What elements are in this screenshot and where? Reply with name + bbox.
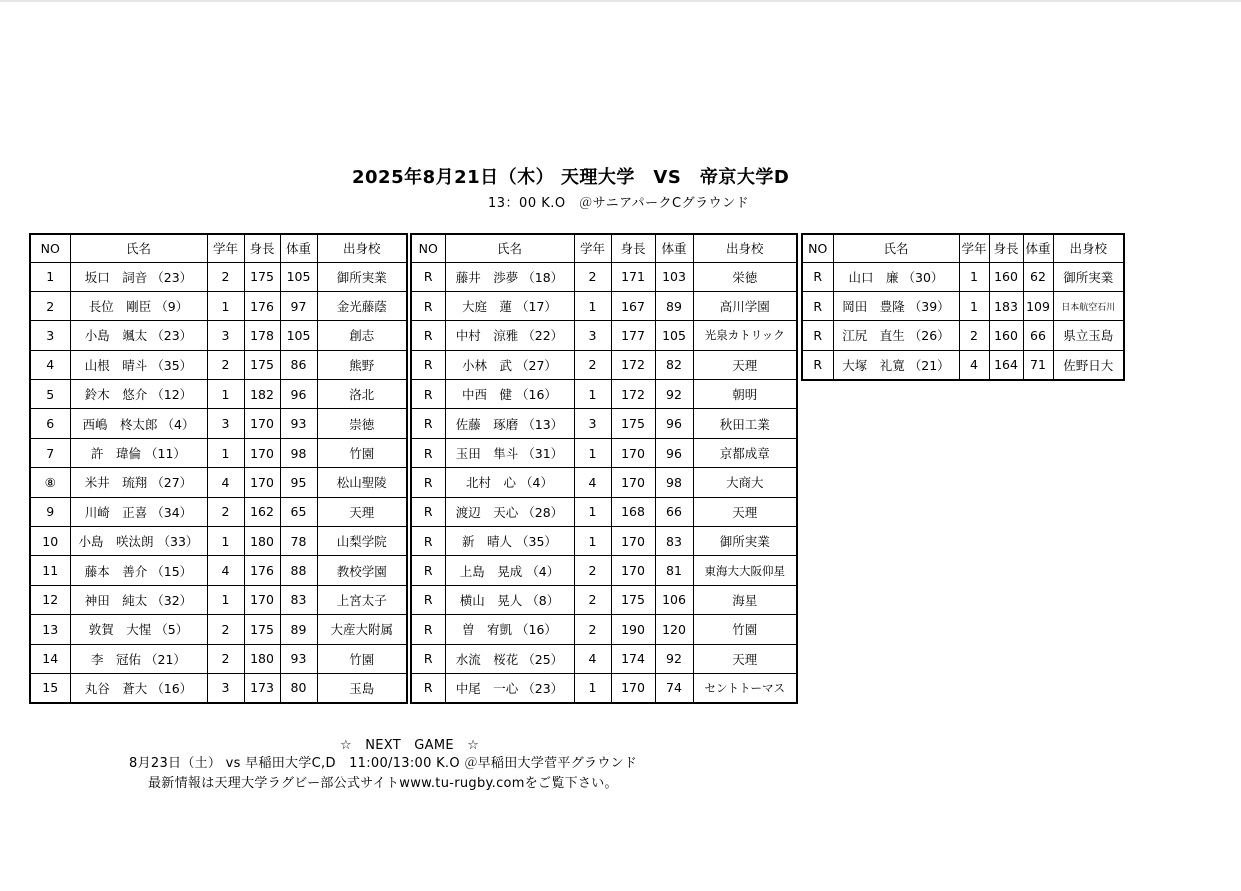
- player-grade: 1: [574, 380, 611, 409]
- col-header-school: 出身校: [693, 234, 797, 262]
- player-number: R: [411, 468, 445, 497]
- player-grade: 2: [207, 644, 244, 673]
- player-weight: 93: [280, 409, 317, 438]
- table-row: [411, 438, 797, 467]
- player-school: 松山聖陵: [317, 468, 407, 497]
- player-school: 京都成章: [693, 438, 797, 467]
- col-header-weight: 体重: [1023, 234, 1053, 262]
- player-height: 170: [611, 527, 655, 556]
- next-game-heading: ☆ NEXT GAME ☆: [340, 738, 480, 753]
- player-weight: 66: [1023, 321, 1053, 350]
- player-grade: 1: [207, 527, 244, 556]
- player-number: R: [802, 321, 833, 350]
- player-name: 神田 純太 （32）: [70, 585, 207, 614]
- player-grade: 2: [574, 585, 611, 614]
- player-grade: 3: [207, 409, 244, 438]
- player-school: 創志: [317, 321, 407, 350]
- player-number: R: [411, 527, 445, 556]
- player-number: 13: [30, 615, 70, 644]
- player-school: 光泉カトリック: [693, 321, 797, 350]
- table-row: [411, 262, 797, 291]
- player-height: 160: [989, 321, 1023, 350]
- player-school: 朝明: [693, 380, 797, 409]
- table-row: [30, 409, 407, 438]
- player-number: R: [411, 291, 445, 320]
- col-header-height: 身長: [611, 234, 655, 262]
- col-header-weight: 体重: [280, 234, 317, 262]
- player-school: 竹園: [317, 644, 407, 673]
- table-row: [802, 321, 1124, 350]
- player-weight: 89: [280, 615, 317, 644]
- table-row: [30, 321, 407, 350]
- player-weight: 105: [280, 262, 317, 291]
- col-header-name: 氏名: [70, 234, 207, 262]
- player-school: 東海大大阪仰星: [693, 556, 797, 585]
- table-row: [30, 527, 407, 556]
- player-school: 上宮太子: [317, 585, 407, 614]
- col-header-grade: 学年: [574, 234, 611, 262]
- table-row: [802, 262, 1124, 291]
- player-grade: 1: [207, 380, 244, 409]
- player-weight: 95: [280, 468, 317, 497]
- top-border-line: [0, 0, 1241, 2]
- player-weight: 82: [655, 350, 693, 379]
- player-grade: 2: [207, 615, 244, 644]
- player-number: 11: [30, 556, 70, 585]
- player-grade: 2: [207, 497, 244, 526]
- player-school: 教校学園: [317, 556, 407, 585]
- player-number: ⑧: [30, 468, 70, 497]
- table-header-row: [411, 234, 797, 262]
- player-school: 天理: [317, 497, 407, 526]
- player-school: 天理: [693, 350, 797, 379]
- player-height: 173: [244, 673, 280, 702]
- player-grade: 4: [207, 556, 244, 585]
- player-weight: 106: [655, 585, 693, 614]
- player-weight: 92: [655, 380, 693, 409]
- player-number: R: [411, 380, 445, 409]
- player-grade: 1: [574, 673, 611, 702]
- player-weight: 81: [655, 556, 693, 585]
- player-height: 160: [989, 262, 1023, 291]
- player-height: 177: [611, 321, 655, 350]
- player-height: 162: [244, 497, 280, 526]
- table-row: [30, 615, 407, 644]
- col-header-weight: 体重: [655, 234, 693, 262]
- player-school: 熊野: [317, 350, 407, 379]
- player-weight: 71: [1023, 350, 1053, 379]
- player-weight: 83: [280, 585, 317, 614]
- player-weight: 105: [655, 321, 693, 350]
- col-header-height: 身長: [989, 234, 1023, 262]
- player-height: 190: [611, 615, 655, 644]
- col-header-grade: 学年: [959, 234, 989, 262]
- player-height: 171: [611, 262, 655, 291]
- player-grade: 4: [574, 644, 611, 673]
- page-title: 2025年8月21日（木） 天理大学 VS 帝京大学D: [352, 167, 790, 188]
- player-name: 新 晴人 （35）: [445, 527, 574, 556]
- table-header-row: [30, 234, 407, 262]
- player-weight: 98: [280, 438, 317, 467]
- player-grade: 1: [207, 438, 244, 467]
- table-row: [411, 350, 797, 379]
- player-number: 3: [30, 321, 70, 350]
- player-weight: 120: [655, 615, 693, 644]
- player-grade: 1: [574, 291, 611, 320]
- player-grade: 4: [574, 468, 611, 497]
- player-grade: 1: [959, 262, 989, 291]
- player-number: 4: [30, 350, 70, 379]
- player-grade: 2: [207, 350, 244, 379]
- player-height: 175: [244, 350, 280, 379]
- player-height: 168: [611, 497, 655, 526]
- player-weight: 83: [655, 527, 693, 556]
- table-row: [411, 585, 797, 614]
- player-name: 敦賀 大惺 （5）: [70, 615, 207, 644]
- player-grade: 3: [207, 673, 244, 702]
- player-name: 曽 宥凱 （16）: [445, 615, 574, 644]
- table-row: [30, 380, 407, 409]
- player-name: 渡辺 天心 （28）: [445, 497, 574, 526]
- player-name: 佐藤 琢磨 （13）: [445, 409, 574, 438]
- player-weight: 88: [280, 556, 317, 585]
- player-school: セントトーマス: [693, 673, 797, 702]
- additional-reserves-table: [801, 233, 1125, 381]
- table-row: [411, 673, 797, 702]
- player-number: 10: [30, 527, 70, 556]
- player-name: 上島 晃成 （4）: [445, 556, 574, 585]
- player-grade: 2: [574, 615, 611, 644]
- player-weight: 89: [655, 291, 693, 320]
- player-name: 丸谷 蒼大 （16）: [70, 673, 207, 702]
- player-number: 9: [30, 497, 70, 526]
- table-row: [411, 380, 797, 409]
- player-name: 坂口 詞音 （23）: [70, 262, 207, 291]
- player-height: 170: [244, 438, 280, 467]
- player-name: 岡田 豊隆 （39）: [833, 291, 959, 320]
- player-name: 中尾 一心 （23）: [445, 673, 574, 702]
- player-number: 6: [30, 409, 70, 438]
- player-school: 佐野日大: [1053, 350, 1124, 379]
- player-school: 竹園: [317, 438, 407, 467]
- player-name: 許 瑋倫 （11）: [70, 438, 207, 467]
- player-number: R: [411, 615, 445, 644]
- player-weight: 103: [655, 262, 693, 291]
- table-row: [411, 468, 797, 497]
- player-weight: 66: [655, 497, 693, 526]
- player-number: R: [802, 262, 833, 291]
- player-grade: 3: [574, 409, 611, 438]
- table-row: [411, 644, 797, 673]
- player-height: 170: [244, 585, 280, 614]
- player-number: R: [411, 644, 445, 673]
- player-weight: 65: [280, 497, 317, 526]
- col-header-height: 身長: [244, 234, 280, 262]
- player-school: 海星: [693, 585, 797, 614]
- player-school: 金光藤蔭: [317, 291, 407, 320]
- col-header-no: NO: [802, 234, 833, 262]
- table-row: [30, 438, 407, 467]
- player-school: 崇徳: [317, 409, 407, 438]
- player-number: 12: [30, 585, 70, 614]
- player-height: 172: [611, 380, 655, 409]
- player-grade: 3: [207, 321, 244, 350]
- player-weight: 96: [655, 409, 693, 438]
- player-school: 高川学園: [693, 291, 797, 320]
- player-school: 天理: [693, 497, 797, 526]
- player-height: 175: [244, 615, 280, 644]
- player-grade: 2: [207, 262, 244, 291]
- table-row: [30, 468, 407, 497]
- player-name: 藤本 善介 （15）: [70, 556, 207, 585]
- table-row: [30, 556, 407, 585]
- player-name: 鈴木 悠介 （12）: [70, 380, 207, 409]
- player-school: 日本航空石川: [1053, 291, 1124, 320]
- table-row: [411, 556, 797, 585]
- player-name: 中西 健 （16）: [445, 380, 574, 409]
- player-height: 178: [244, 321, 280, 350]
- table-row: [30, 350, 407, 379]
- table-row: [30, 497, 407, 526]
- player-weight: 93: [280, 644, 317, 673]
- col-header-grade: 学年: [207, 234, 244, 262]
- player-number: R: [802, 350, 833, 379]
- player-school: 山梨学院: [317, 527, 407, 556]
- table-row: [411, 615, 797, 644]
- table-row: [411, 321, 797, 350]
- player-grade: 2: [959, 321, 989, 350]
- player-number: R: [802, 291, 833, 320]
- player-number: 15: [30, 673, 70, 702]
- player-grade: 1: [207, 291, 244, 320]
- player-number: R: [411, 321, 445, 350]
- col-header-school: 出身校: [1053, 234, 1124, 262]
- player-height: 183: [989, 291, 1023, 320]
- player-name: 川崎 正喜 （34）: [70, 497, 207, 526]
- player-grade: 1: [207, 585, 244, 614]
- player-name: 横山 晃人 （8）: [445, 585, 574, 614]
- website-info: 最新情報は天理大学ラグビー部公式サイトwww.tu-rugby.comをご覧下さい。: [148, 776, 618, 791]
- player-name: 小島 咲汰朗 （33）: [70, 527, 207, 556]
- player-number: 5: [30, 380, 70, 409]
- player-height: 180: [244, 644, 280, 673]
- player-height: 175: [611, 585, 655, 614]
- player-grade: 2: [574, 350, 611, 379]
- player-name: 李 冠佑 （21）: [70, 644, 207, 673]
- player-school: 秋田工業: [693, 409, 797, 438]
- player-number: R: [411, 350, 445, 379]
- table-row: [411, 497, 797, 526]
- player-weight: 105: [280, 321, 317, 350]
- player-weight: 92: [655, 644, 693, 673]
- table-row: [30, 585, 407, 614]
- player-height: 170: [611, 673, 655, 702]
- player-grade: 3: [574, 321, 611, 350]
- table-row: [30, 291, 407, 320]
- player-school: 玉島: [317, 673, 407, 702]
- player-school: 御所実業: [693, 527, 797, 556]
- player-number: R: [411, 585, 445, 614]
- player-height: 174: [611, 644, 655, 673]
- player-school: 天理: [693, 644, 797, 673]
- reserves-table: [410, 233, 798, 704]
- player-weight: 62: [1023, 262, 1053, 291]
- player-weight: 98: [655, 468, 693, 497]
- player-height: 175: [244, 262, 280, 291]
- player-weight: 96: [280, 380, 317, 409]
- player-number: 14: [30, 644, 70, 673]
- col-header-name: 氏名: [833, 234, 959, 262]
- player-height: 175: [611, 409, 655, 438]
- table-row: [30, 262, 407, 291]
- player-school: 大産大附属: [317, 615, 407, 644]
- player-number: 7: [30, 438, 70, 467]
- player-school: 竹園: [693, 615, 797, 644]
- next-game-details: 8月23日（土） vs 早稲田大学C,D 11:00/13:00 K.O ＠早稲田大学菅平グラウンド: [129, 756, 638, 771]
- player-weight: 97: [280, 291, 317, 320]
- table-row: [802, 350, 1124, 379]
- player-grade: 4: [207, 468, 244, 497]
- player-school: 栄徳: [693, 262, 797, 291]
- player-number: 1: [30, 262, 70, 291]
- player-height: 170: [611, 468, 655, 497]
- player-name: 玉田 隼斗 （31）: [445, 438, 574, 467]
- table-row: [30, 644, 407, 673]
- player-height: 170: [244, 409, 280, 438]
- starters-table: [29, 233, 408, 704]
- player-weight: 109: [1023, 291, 1053, 320]
- player-school: 御所実業: [317, 262, 407, 291]
- player-number: R: [411, 438, 445, 467]
- player-grade: 1: [574, 527, 611, 556]
- player-weight: 74: [655, 673, 693, 702]
- player-name: 江尻 直生 （26）: [833, 321, 959, 350]
- player-name: 大塚 礼寛 （21）: [833, 350, 959, 379]
- player-weight: 96: [655, 438, 693, 467]
- player-number: R: [411, 262, 445, 291]
- table-row: [411, 409, 797, 438]
- table-row: [411, 291, 797, 320]
- player-height: 170: [244, 468, 280, 497]
- player-number: R: [411, 673, 445, 702]
- player-height: 172: [611, 350, 655, 379]
- player-name: 米井 琉翔 （27）: [70, 468, 207, 497]
- player-name: 小島 颯太 （23）: [70, 321, 207, 350]
- player-height: 164: [989, 350, 1023, 379]
- player-weight: 80: [280, 673, 317, 702]
- player-name: 山根 晴斗 （35）: [70, 350, 207, 379]
- player-grade: 1: [574, 438, 611, 467]
- player-school: 大商大: [693, 468, 797, 497]
- player-name: 水流 桜花 （25）: [445, 644, 574, 673]
- player-height: 170: [611, 556, 655, 585]
- col-header-no: NO: [411, 234, 445, 262]
- player-grade: 1: [574, 497, 611, 526]
- player-height: 167: [611, 291, 655, 320]
- table-row: [411, 527, 797, 556]
- player-height: 180: [244, 527, 280, 556]
- col-header-no: NO: [30, 234, 70, 262]
- player-height: 170: [611, 438, 655, 467]
- player-name: 小林 武 （27）: [445, 350, 574, 379]
- player-name: 中村 涼雅 （22）: [445, 321, 574, 350]
- player-number: 2: [30, 291, 70, 320]
- player-height: 176: [244, 556, 280, 585]
- player-height: 176: [244, 291, 280, 320]
- player-name: 長位 剛臣 （9）: [70, 291, 207, 320]
- player-height: 182: [244, 380, 280, 409]
- player-name: 大庭 蓮 （17）: [445, 291, 574, 320]
- player-grade: 4: [959, 350, 989, 379]
- player-name: 北村 心 （4）: [445, 468, 574, 497]
- player-number: R: [411, 556, 445, 585]
- player-name: 西嶋 柊太郎 （4）: [70, 409, 207, 438]
- kickoff-venue: 13：00 K.O ＠サニアパークCグラウンド: [488, 196, 750, 211]
- table-row: [30, 673, 407, 702]
- table-row: [802, 291, 1124, 320]
- table-header-row: [802, 234, 1124, 262]
- col-header-school: 出身校: [317, 234, 407, 262]
- player-name: 藤井 渉夢 （18）: [445, 262, 574, 291]
- player-grade: 2: [574, 262, 611, 291]
- player-school: 御所実業: [1053, 262, 1124, 291]
- player-school: 県立玉島: [1053, 321, 1124, 350]
- player-grade: 1: [959, 291, 989, 320]
- player-number: R: [411, 409, 445, 438]
- player-name: 山口 廉 （30）: [833, 262, 959, 291]
- player-number: R: [411, 497, 445, 526]
- player-grade: 2: [574, 556, 611, 585]
- player-weight: 78: [280, 527, 317, 556]
- col-header-name: 氏名: [445, 234, 574, 262]
- player-school: 洛北: [317, 380, 407, 409]
- player-weight: 86: [280, 350, 317, 379]
